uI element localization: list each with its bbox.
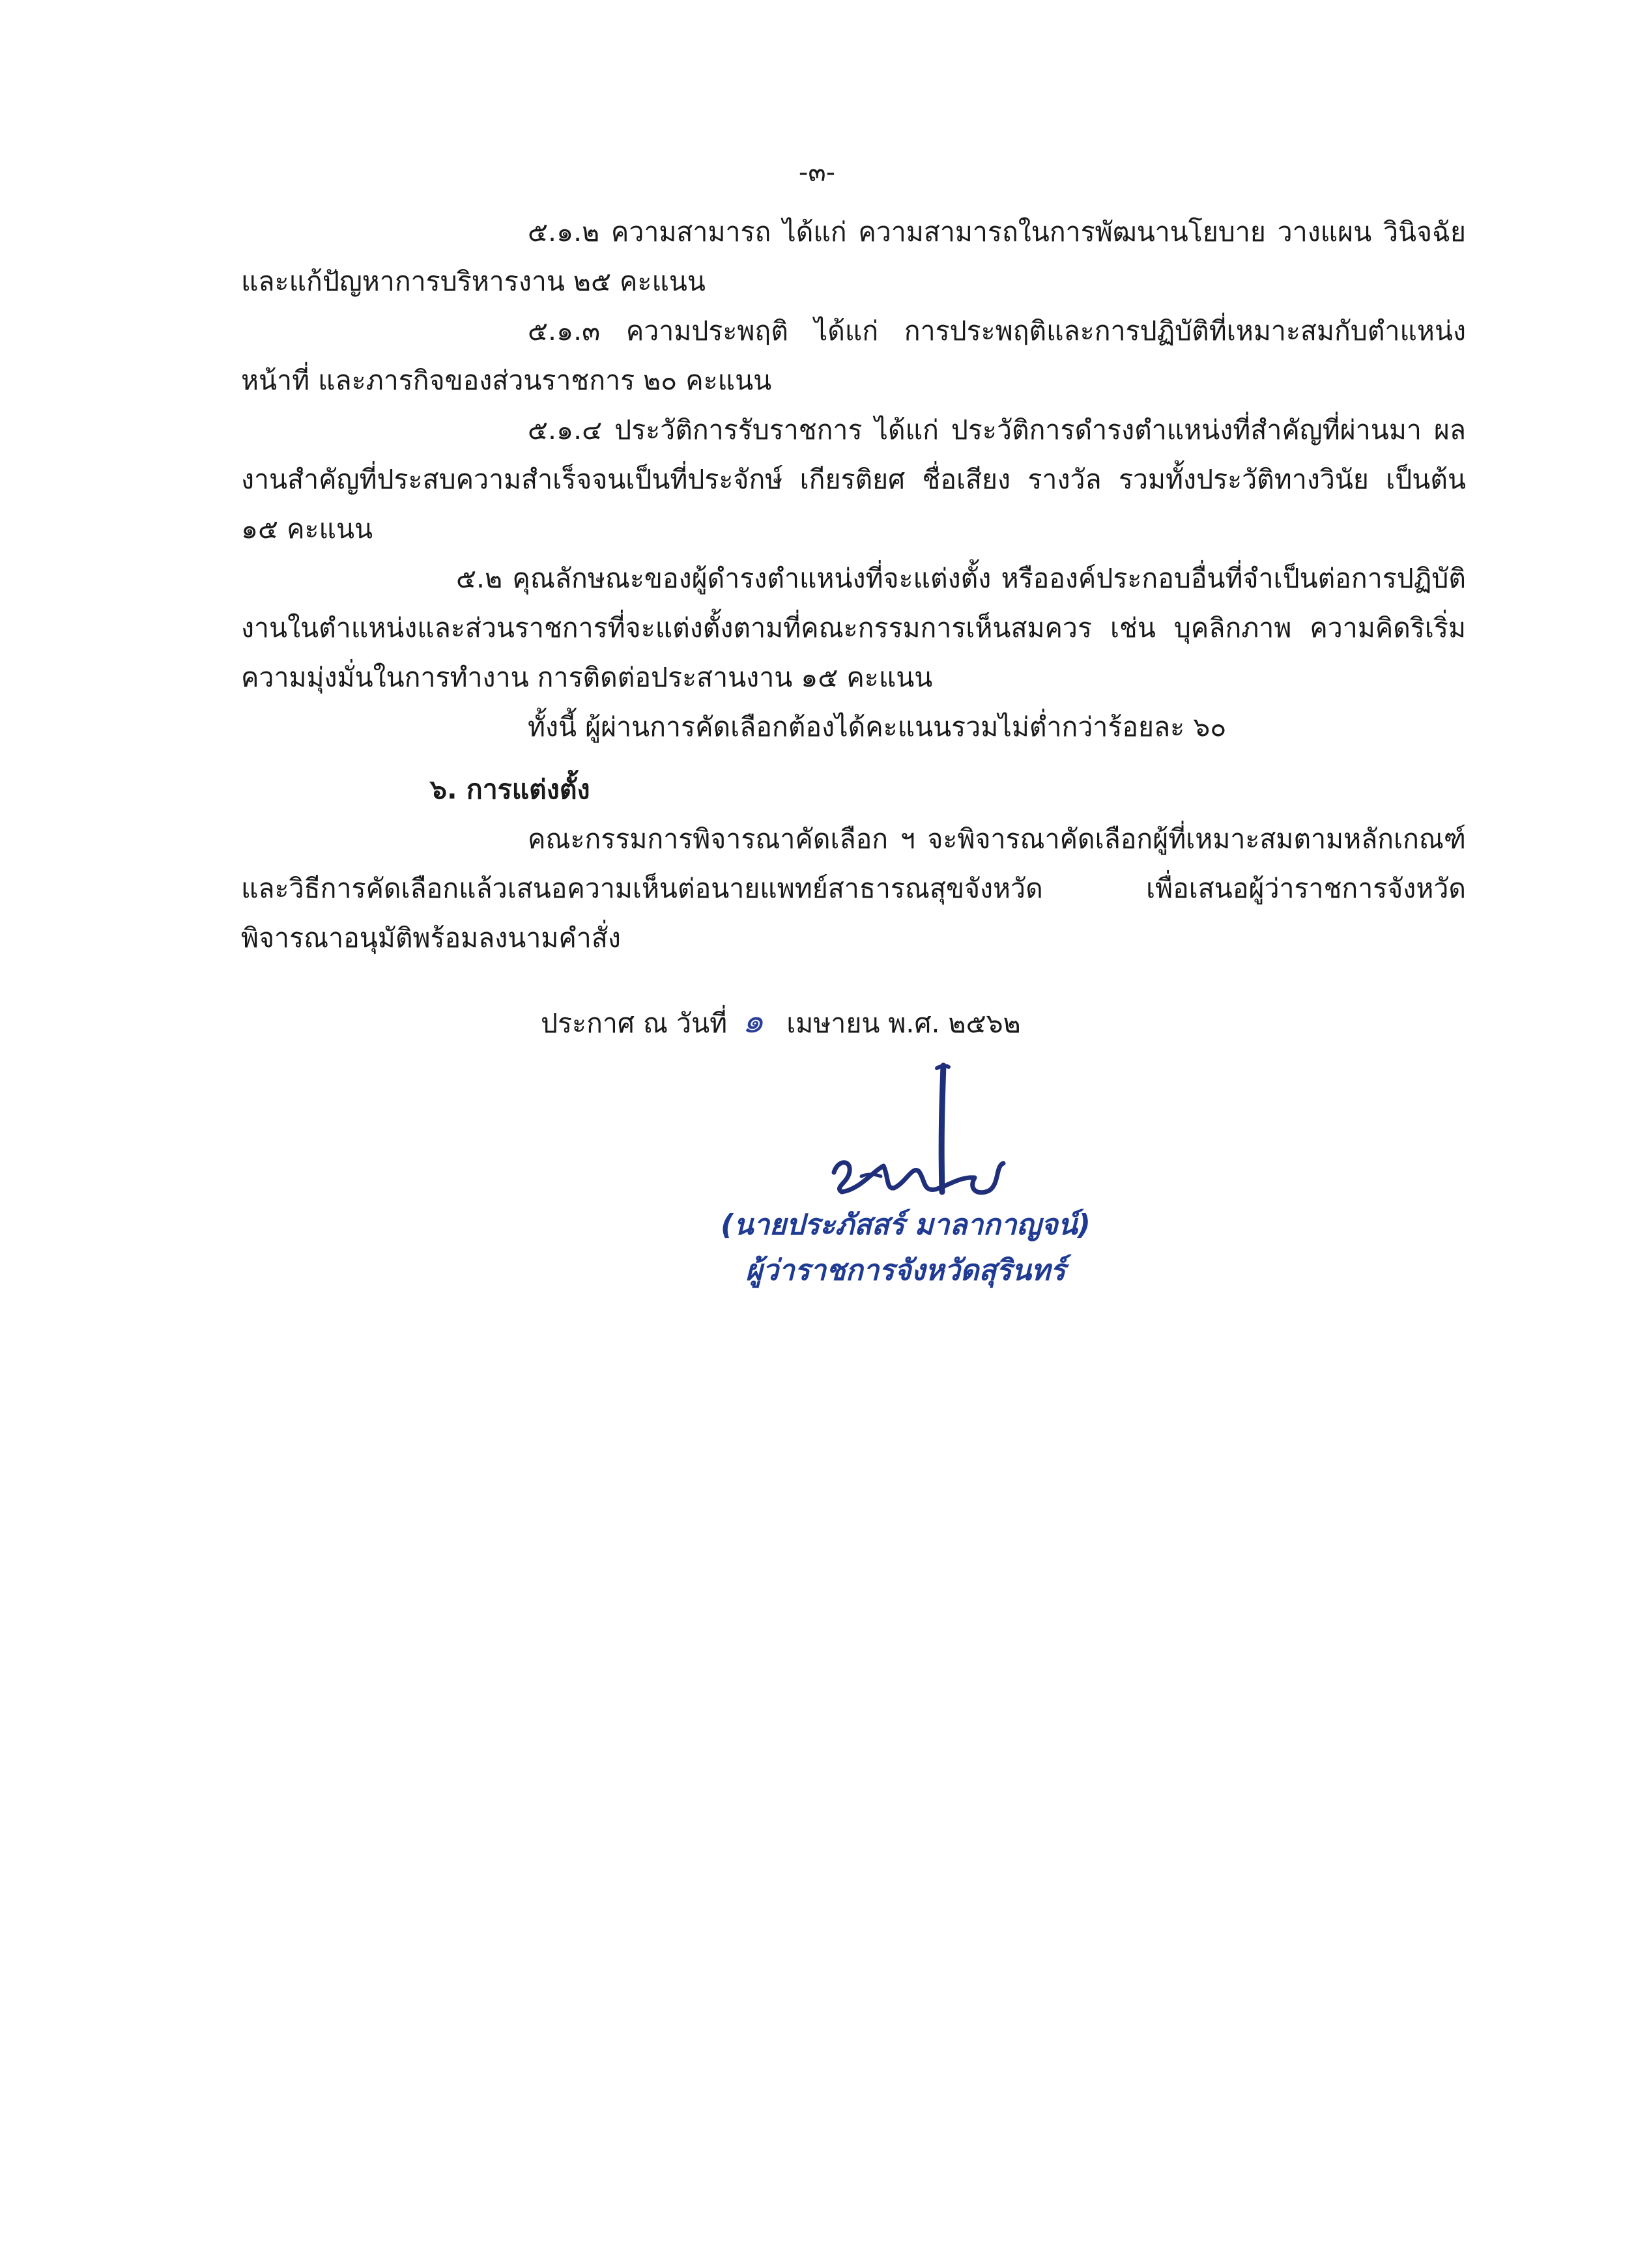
criteria-section	[241, 207, 1466, 963]
section-heading-appointment: ๖. การแต่งตั้ง	[430, 774, 590, 805]
appointment-paragraph: คณะกรรมการพิจารณาคัดเลือก ฯ จะพิจารณาคัดเลือกผู้ที่เหมาะสมตามหลักเกณฑ์และวิธีการคัดเลือกแล้วเสนอความเห็นต่อนายแพทย์สาธารณสุขจังหวัด เพื่อเสนอผู้ว่าราชการจังหวัดพิจารณาอนุมัติพร้อมลงนามคำสั่ง	[241, 823, 1466, 954]
announcement-day-handwritten: ๑	[742, 1002, 764, 1041]
handwritten-signature	[821, 1062, 1036, 1218]
passing-threshold: ทั้งนี้ ผู้ผ่านการคัดเลือกต้องได้คะแนนรวมไม่ต่ำกว่าร้อยละ ๖๐	[528, 711, 1227, 743]
announcement-month-year: เมษายน พ.ศ. ๒๕๖๒	[786, 1008, 1021, 1039]
signatory-name: (นายประภัสสร์ มาลากาญจน์)	[721, 1208, 1091, 1241]
criterion-conduct: ๕.๑.๓ ความประพฤติ ได้แก่ การประพฤติและการปฏิบัติที่เหมาะสมกับตำแหน่งหน้าที่ และภารกิจของส่วนราชการ ๒๐ คะแนน	[241, 315, 1466, 396]
criterion-characteristics: ๕.๒ คุณลักษณะของผู้ดำรงตำแหน่งที่จะแต่งตั้ง หรือองค์ประกอบอื่นที่จำเป็นต่อการปฏิบัติงานในตำแหน่งและส่วนราชการที่จะแต่งตั้งตามที่คณะกรรมการเห็นสมควร เช่น บุคลิกภาพ ความคิดริเริ่ม ความมุ่งมั่นในการทำงาน การติดต่อประสานงาน ๑๕ คะแนน	[241, 563, 1466, 693]
page-number: -๓-	[798, 158, 836, 188]
signatory-block	[678, 1202, 1134, 1294]
criterion-ability: ๕.๑.๒ ความสามารถ ได้แก่ ความสามารถในการพัฒนานโยบาย วางแผน วินิจฉัย และแก้ปัญหาการบริหารงาน ๒๕ คะแนน	[241, 216, 1466, 297]
signatory-position: ผู้ว่าราชการจังหวัดสุรินทร์	[745, 1254, 1066, 1287]
announcement-date	[541, 997, 1021, 1048]
criterion-service-history: ๕.๑.๔ ประวัติการรับราชการ ได้แก่ ประวัติการดำรงตำแหน่งที่สำคัญที่ผ่านมา ผลงานสำคัญที่ประสบความสำเร็จจนเป็นที่ประจักษ์ เกียรติยศ ชื่อเสียง รางวัล รวมทั้งประวัติทางวินัย เป็นต้น ๑๕ คะแนน	[241, 414, 1466, 545]
announcement-prefix: ประกาศ ณ วันที่	[541, 1008, 728, 1039]
